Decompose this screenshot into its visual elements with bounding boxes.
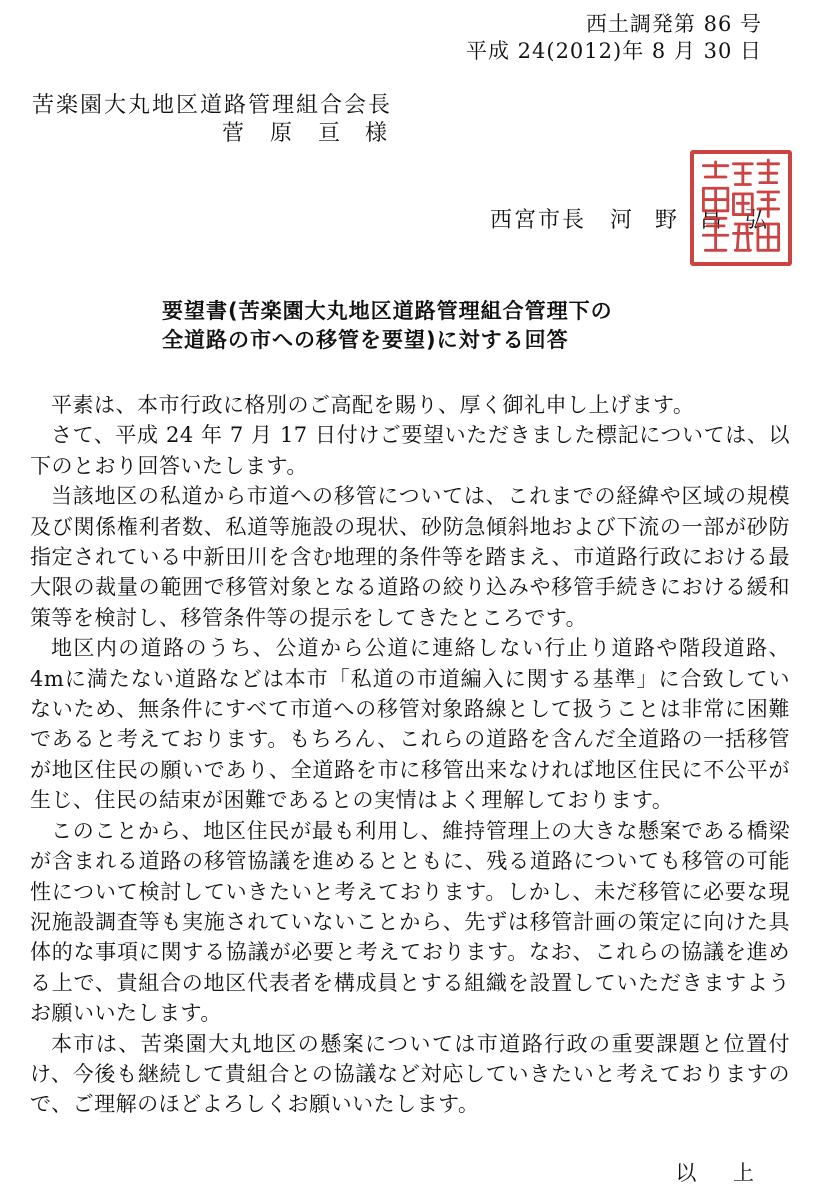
recipient-name: 菅 原 亘 様 xyxy=(222,121,389,146)
letter-body xyxy=(30,390,790,1120)
subject-line-1: 要望書(苦楽園大丸地区道路管理組合管理下の xyxy=(162,299,613,323)
body-paragraph: 平素は、本市行政に格別のご高配を賜り、厚く御礼申し上げます。 xyxy=(51,393,695,417)
official-seal-stamp xyxy=(690,150,792,266)
recipient-organization: 苦楽園大丸地区道路管理組合会長 xyxy=(32,93,393,118)
closing-mark: 以 上 xyxy=(675,1161,760,1185)
body-paragraph: このことから、地区住民が最も利用し、維持管理上の大きな懸案である橋梁が含まれる道路の移管協議を進めるとともに、残る道路についても移管の可能性について検討していきたいと考えております。しかし、未だ移管に必要な現況施設調査等も実施されていないことから、先ずは移管計画の策定に向けた具体的な事項に関する協議が必要と考えております。なお、これらの協議を進める上で、貴組合の地区代表者を構成員とする組織を設置していただきますようお願いいたします。 xyxy=(30,818,790,1026)
document-date: 平成 24(2012)年 8 月 30 日 xyxy=(465,39,762,63)
document-number: 西土調発第 86 号 xyxy=(585,12,762,36)
subject-heading xyxy=(162,297,682,355)
body-paragraph: さて、平成 24 年 7 月 17 日付けご要望いただきました標記については、以下のとおり回答いたします。 xyxy=(30,423,790,478)
body-paragraph: 当該地区の私道から市道への移管については、これまでの経緯や区域の規模及び関係権利者数、私道等施設の現状、砂防急傾斜地および下流の一部が砂防指定されている中新田川を含む地理的条件等を踏まえ、市道路行政における最大限の裁量の範囲で移管対象となる道路の絞り込みや移管手続きにおける緩和策等を検討し、移管条件等の提示をしてきたところです。 xyxy=(30,484,790,630)
seal-icon xyxy=(694,154,788,262)
body-paragraph: 地区内の道路のうち、公道から公道に連絡しない行止り道路や階段道路、4mに満たない道路などは本市「私道の市道編入に関する基準」に合致していないため、無条件にすべて市道への移管対象路線として扱うことは非常に困難であると考えております。もちろん、これらの道路を含んだ全道路の一括移管が地区住民の願いであり、全道路を市に移管出来なければ地区住民に不公平が生じ、住民の結束が困難であるとの実情はよく理解しております。 xyxy=(30,636,790,813)
subject-line-2: 全道路の市への移管を要望)に対する回答 xyxy=(162,328,569,352)
sender-signature: 西宮市長 河 野 昌 弘 xyxy=(490,208,769,233)
body-paragraph: 本市は、苦楽園大丸地区の懸案については市道路行政の重要課題と位置付け、今後も継続して貴組合との協議など対応していきたいと考えておりますので、ご理解のほどよろしくお願いいたします。 xyxy=(30,1031,790,1117)
